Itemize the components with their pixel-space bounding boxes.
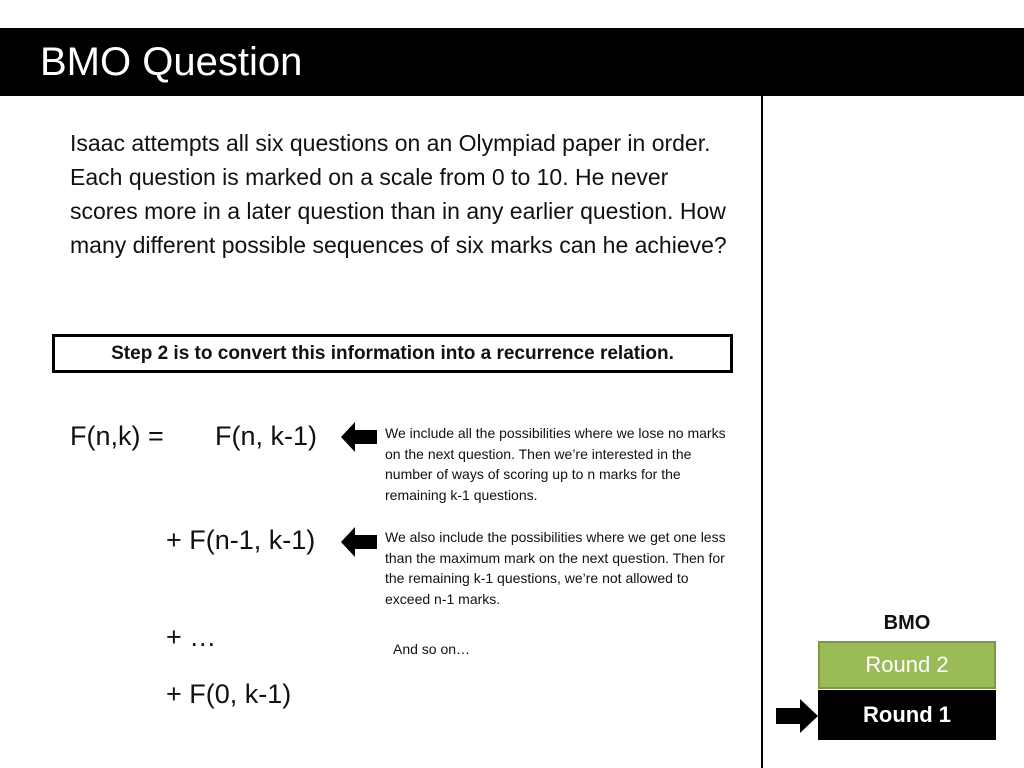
equation-term-4: + F(0, k-1): [166, 679, 292, 709]
bmo-heading: BMO: [883, 612, 931, 634]
vertical-divider: [761, 96, 763, 768]
note-2: We also include the possibilities where we get one less than the maximum mark on the next question. Then for the remaining k-1 questions, we’re not allowed to exceed n-1 marks.: [385, 529, 726, 607]
round-2-button[interactable]: Round 2: [818, 641, 996, 689]
note-3: And so on…: [393, 641, 471, 657]
equation-term-3: + …: [166, 622, 217, 652]
equation-term-2: + F(n-1, k-1): [166, 525, 316, 555]
right-arrow-icon: [776, 699, 818, 733]
left-arrow-icon: [341, 422, 377, 452]
equation-term-1: F(n, k-1): [215, 421, 318, 451]
step-text: Step 2 is to convert this information into a recurrence relation.: [111, 342, 674, 364]
step-box: [52, 334, 733, 373]
slide-title: BMO Question: [40, 40, 303, 84]
round-1-button[interactable]: Round 1: [818, 690, 996, 740]
left-arrow-icon: [341, 527, 377, 557]
note-1: We include all the possibilities where we lose no marks on the next question. Then we’re interested in the number of ways of scoring up to n marks for the remaining k-1 questions.: [385, 425, 726, 503]
equation-lhs: F(n,k) =: [70, 421, 164, 451]
question-text: Isaac attempts all six questions on an Olympiad paper in order. Each question is marked on a scale from 0 to 10. He never scores more in a later question than in any earlier question. How many different possible sequences of six marks can he achieve?: [70, 130, 727, 258]
